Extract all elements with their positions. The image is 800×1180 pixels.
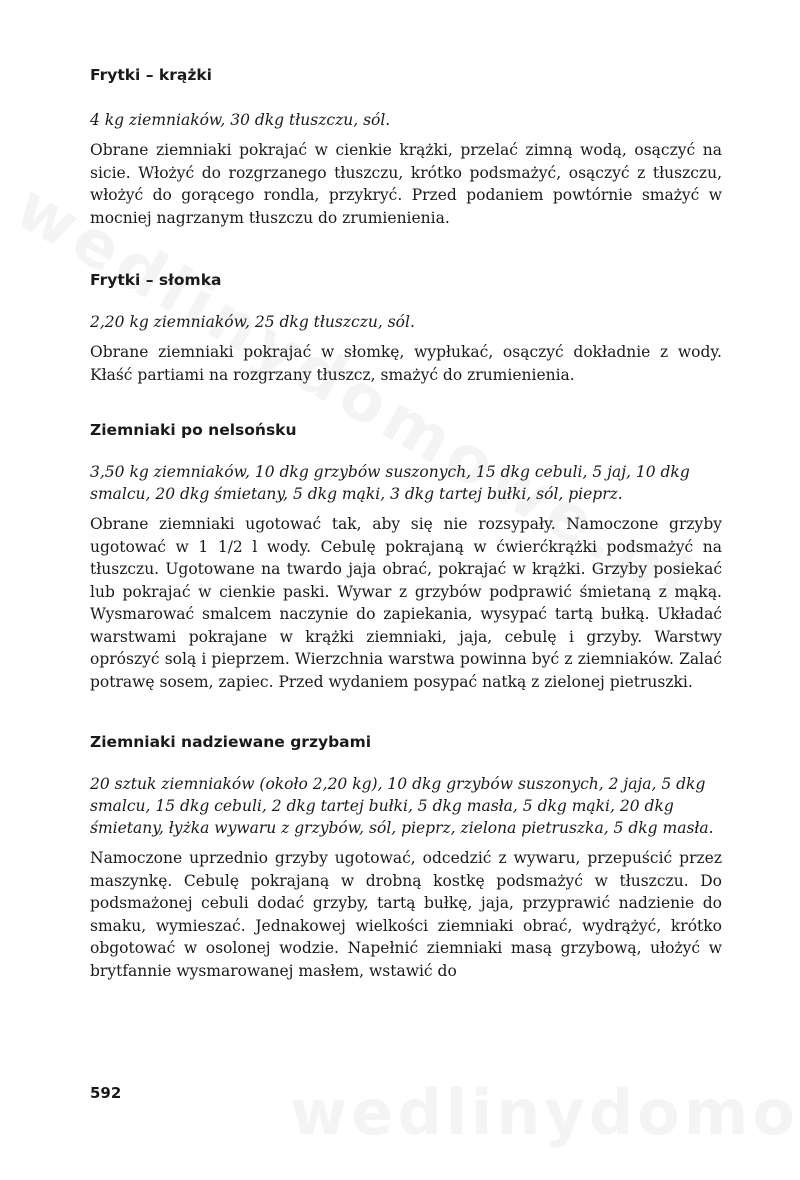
- recipe-frytki-slomka: [90, 271, 722, 386]
- recipe-ingredients: 4 kg ziemniaków, 30 dkg tłuszczu, sól.: [90, 111, 391, 129]
- recipe-ziemniaki-po-nelsonsku: [90, 421, 722, 693]
- recipe-instructions: Obrane ziemniaki pokrajać w słomkę, wypłukać, osączyć dokładnie z wody. Kłaść partiami na rozgrzany tłuszcz, smażyć do zrumienienia.: [90, 343, 722, 384]
- recipe-ingredients: 20 sztuk ziemniaków (około 2,20 kg), 10 dkg grzybów suszonych, 2 jaja, 5 dkg smalcu, 15 dkg cebuli, 2 dkg tartej bułki, 5 dkg masła, 5 dkg mąki, 20 dkg śmietany, łyżka wywaru z grzybów, sól, pieprz, zielona pietruszka, 5 dkg masła.: [90, 775, 714, 837]
- recipe-instructions: Namoczone uprzednio grzyby ugotować, odcedzić z wywaru, przepuścić przez maszynkę. Cebulę pokrajaną w drobną kostkę podsmażyć w tłuszczu. Do podsmażonej cebuli dodać grzyby, tartą bułkę, jaja, przyprawić nadzienie do smaku, wymieszać. Jednakowej wielkości ziemniaki obrać, wydrążyć, krótko obgotować w osolonej wodzie. Napełnić ziemniaki masą grzybową, ułożyć w brytfannie wysmarowanej masłem, wstawić do: [90, 849, 722, 980]
- recipe-frytki-krazki: [90, 66, 722, 229]
- page-number: 592: [90, 1084, 122, 1102]
- recipe-heading: Frytki – krążki: [90, 66, 212, 84]
- recipe-heading: Frytki – słomka: [90, 271, 222, 289]
- recipe-heading: Ziemniaki po nelsońsku: [90, 421, 297, 439]
- recipe-heading: Ziemniaki nadziewane grzybami: [90, 733, 372, 751]
- recipe-ziemniaki-nadziewane: [90, 733, 722, 982]
- recipe-ingredients: 2,20 kg ziemniaków, 25 dkg tłuszczu, sól.: [90, 313, 415, 331]
- recipe-ingredients: 3,50 kg ziemniaków, 10 dkg grzybów suszonych, 15 dkg cebuli, 5 jaj, 10 dkg smalcu, 20 dkg śmietany, 5 dkg mąki, 3 dkg tartej bułki, sól, pieprz.: [90, 463, 690, 503]
- recipe-instructions: Obrane ziemniaki ugotować tak, aby się nie rozsypały. Namoczone grzyby ugotować w 1 1/2 l wody. Cebulę pokrajaną w ćwierćkrążki podsmażyć na tłuszczu. Ugotowane na twardo jaja obrać, pokrajać w krążki. Grzyby posiekać lub pokrajać w cienkie paski. Wywar z grzybów podprawić śmietaną z mąką. Wysmarować smalcem naczynie do zapiekania, wysypać tartą bułką. Układać warstwami pokrajane w krążki ziemniaki, jaja, cebulę i grzyby. Warstwy oprószyć solą i pieprzem. Wierzchnia warstwa powinna być z ziemniaków. Zalać potrawę sosem, zapiec. Przed wydaniem posypać natką z zielonej pietruszki.: [90, 515, 722, 691]
- watermark-bottom: [290, 1076, 800, 1149]
- recipe-instructions: Obrane ziemniaki pokrajać w cienkie krążki, przelać zimną wodą, osączyć na sicie. Włożyć do rozgrzanego tłuszczu, krótko podsmażyć, osączyć z tłuszczu, włożyć do gorącego rondla, przykryć. Przed podaniem powtórnie smażyć w mocniej nagrzanym tłuszczu do zrumienienia.: [90, 141, 722, 227]
- page-content: [90, 66, 722, 982]
